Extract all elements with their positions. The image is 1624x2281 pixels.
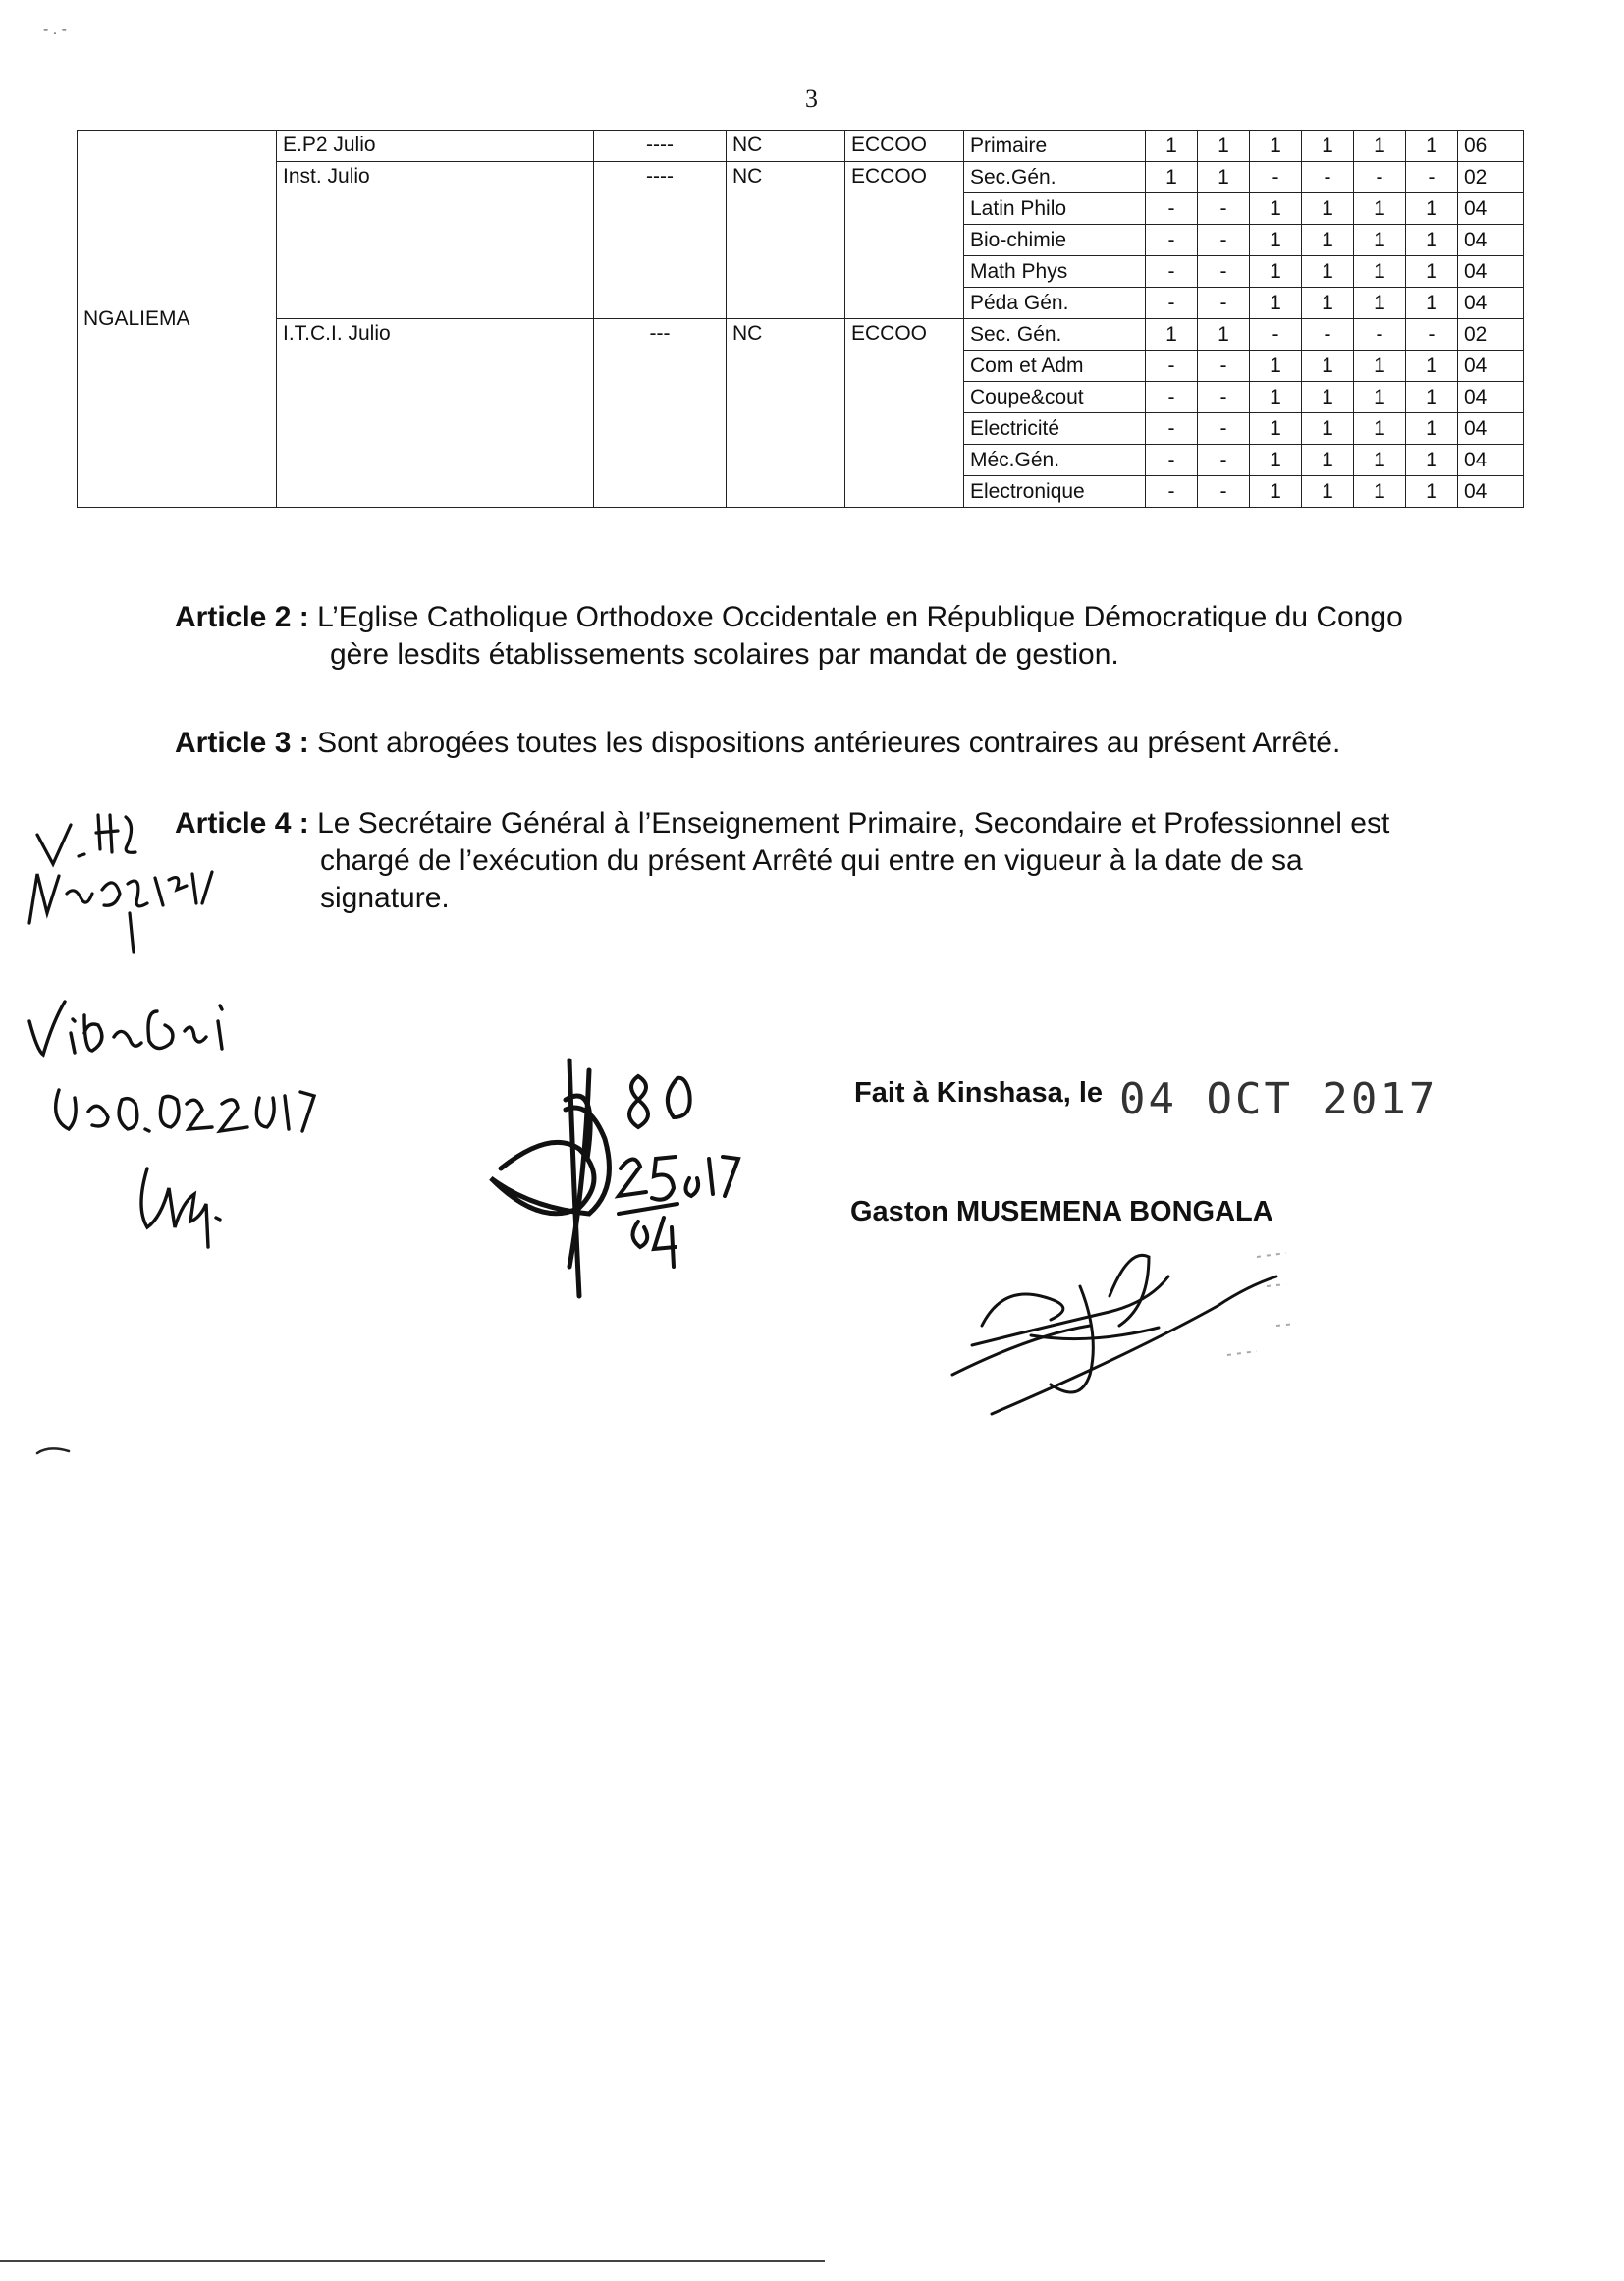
article-2-text-line2: gère lesdits établissements scolaires par mandat de gestion. <box>330 638 1119 671</box>
section-cell: Sec.Gén. <box>964 162 1146 193</box>
total-cell: 04 <box>1458 382 1524 413</box>
date-stamp: 04 OCT 2017 <box>1119 1074 1438 1124</box>
footer-rule <box>0 2260 825 2262</box>
section-cell: Math Phys <box>964 256 1146 288</box>
section-cell: Latin Philo <box>964 193 1146 225</box>
section-cell: Péda Gén. <box>964 288 1146 319</box>
total-cell: 04 <box>1458 193 1524 225</box>
class-count-cell: - <box>1198 256 1250 288</box>
class-count-cell: 1 <box>1250 131 1302 162</box>
margin-mark <box>35 1443 75 1457</box>
school-name-cell: E.P2 Julio <box>277 131 594 162</box>
section-cell: Sec. Gén. <box>964 319 1146 351</box>
commune-cell: NGALIEMA <box>78 131 277 508</box>
article-4-text-line3: signature. <box>320 882 450 914</box>
school-code-cell: ---- <box>594 131 727 162</box>
section-cell: Electronique <box>964 476 1146 508</box>
school-manager-cell: ECCOO <box>845 319 964 508</box>
class-count-cell: 1 <box>1250 256 1302 288</box>
class-count-cell: - <box>1146 413 1198 445</box>
article-2-label: Article 2 : <box>175 601 309 633</box>
class-count-cell: - <box>1198 193 1250 225</box>
class-count-cell: 1 <box>1406 413 1458 445</box>
class-count-cell: 1 <box>1406 351 1458 382</box>
class-count-cell: - <box>1146 193 1198 225</box>
school-name-cell: I.T.C.I. Julio <box>277 319 594 508</box>
article-4-text-line1: Le Secrétaire Général à l’Enseignement Primaire, Secondaire et Professionnel est <box>317 807 1390 840</box>
class-count-cell: 1 <box>1302 413 1354 445</box>
school-status-cell: NC <box>727 131 845 162</box>
class-count-cell: 1 <box>1406 225 1458 256</box>
class-count-cell: - <box>1198 351 1250 382</box>
section-cell: Coupe&cout <box>964 382 1146 413</box>
class-count-cell: 1 <box>1198 131 1250 162</box>
class-count-cell: - <box>1198 445 1250 476</box>
class-count-cell: - <box>1354 319 1406 351</box>
class-count-cell: 1 <box>1406 131 1458 162</box>
class-count-cell: 1 <box>1146 319 1198 351</box>
class-count-cell: 1 <box>1406 382 1458 413</box>
class-count-cell: 1 <box>1250 445 1302 476</box>
class-count-cell: - <box>1146 225 1198 256</box>
class-count-cell: 1 <box>1250 288 1302 319</box>
class-count-cell: 1 <box>1250 225 1302 256</box>
class-count-cell: 1 <box>1354 476 1406 508</box>
visa-handwritten-note <box>20 795 245 962</box>
class-count-cell: 1 <box>1250 193 1302 225</box>
article-4-text-line2: chargé de l’exécution du présent Arrêté qui entre en vigueur à la date de sa <box>320 844 1303 877</box>
class-count-cell: 1 <box>1406 445 1458 476</box>
class-count-cell: - <box>1302 319 1354 351</box>
total-cell: 04 <box>1458 256 1524 288</box>
section-cell: Méc.Gén. <box>964 445 1146 476</box>
class-count-cell: 1 <box>1302 131 1354 162</box>
class-count-cell: 1 <box>1354 445 1406 476</box>
class-count-cell: 1 <box>1302 193 1354 225</box>
page-number: 3 <box>805 84 818 113</box>
article-3 <box>175 725 1447 762</box>
total-cell: 04 <box>1458 445 1524 476</box>
school-manager-cell: ECCOO <box>845 162 964 319</box>
class-count-cell: 1 <box>1250 413 1302 445</box>
total-cell: 04 <box>1458 476 1524 508</box>
scan-artifact: - . - <box>43 22 67 38</box>
article-3-text: Sont abrogées toutes les dispositions antérieures contraires au présent Arrêté. <box>317 727 1341 759</box>
class-count-cell: 1 <box>1354 351 1406 382</box>
class-count-cell: 1 <box>1406 476 1458 508</box>
class-count-cell: - <box>1354 162 1406 193</box>
table-row <box>78 319 1524 351</box>
class-count-cell: 1 <box>1354 288 1406 319</box>
class-count-cell: - <box>1146 476 1198 508</box>
class-count-cell: 1 <box>1354 225 1406 256</box>
class-count-cell: 1 <box>1198 319 1250 351</box>
class-count-cell: 1 <box>1302 256 1354 288</box>
class-count-cell: - <box>1198 413 1250 445</box>
class-count-cell: - <box>1406 319 1458 351</box>
schools-table <box>77 130 1524 508</box>
class-count-cell: 1 <box>1302 225 1354 256</box>
class-count-cell: - <box>1146 445 1198 476</box>
section-cell: Bio-chimie <box>964 225 1146 256</box>
section-cell: Primaire <box>964 131 1146 162</box>
signatory-name: Gaston MUSEMENA BONGALA <box>850 1196 1273 1227</box>
total-cell: 04 <box>1458 351 1524 382</box>
school-status-cell: NC <box>727 319 845 508</box>
school-manager-cell: ECCOO <box>845 131 964 162</box>
class-count-cell: - <box>1250 319 1302 351</box>
total-cell: 04 <box>1458 413 1524 445</box>
minister-signature <box>933 1218 1345 1453</box>
section-cell: Electricité <box>964 413 1146 445</box>
class-count-cell: - <box>1146 288 1198 319</box>
article-4-label: Article 4 : <box>175 807 309 840</box>
article-3-label: Article 3 : <box>175 727 309 759</box>
class-count-cell: 1 <box>1198 162 1250 193</box>
class-count-cell: 1 <box>1302 476 1354 508</box>
class-count-cell: 1 <box>1354 382 1406 413</box>
class-count-cell: 1 <box>1302 445 1354 476</box>
total-cell: 04 <box>1458 225 1524 256</box>
class-count-cell: - <box>1198 225 1250 256</box>
class-count-cell: 1 <box>1354 193 1406 225</box>
visa-ai-handwritten-note <box>20 982 344 1267</box>
class-count-cell: 1 <box>1250 382 1302 413</box>
class-count-cell: - <box>1146 382 1198 413</box>
school-status-cell: NC <box>727 162 845 319</box>
class-count-cell: 1 <box>1354 256 1406 288</box>
class-count-cell: 1 <box>1302 351 1354 382</box>
class-count-cell: 1 <box>1302 382 1354 413</box>
class-count-cell: - <box>1146 351 1198 382</box>
total-cell: 02 <box>1458 319 1524 351</box>
class-count-cell: - <box>1198 382 1250 413</box>
total-cell: 04 <box>1458 288 1524 319</box>
class-count-cell: 1 <box>1250 476 1302 508</box>
total-cell: 06 <box>1458 131 1524 162</box>
class-count-cell: - <box>1302 162 1354 193</box>
table-row <box>78 131 1524 162</box>
school-code-cell: ---- <box>594 162 727 319</box>
class-count-cell: 1 <box>1146 162 1198 193</box>
table-row <box>78 162 1524 193</box>
class-count-cell: 1 <box>1354 131 1406 162</box>
class-count-cell: - <box>1146 256 1198 288</box>
class-count-cell: 1 <box>1406 256 1458 288</box>
article-2 <box>175 599 1447 674</box>
school-code-cell: --- <box>594 319 727 508</box>
class-count-cell: 1 <box>1146 131 1198 162</box>
paraph-signature <box>471 1041 766 1316</box>
place-date: Fait à Kinshasa, le <box>854 1077 1104 1109</box>
class-count-cell: 1 <box>1354 413 1406 445</box>
class-count-cell: 1 <box>1406 193 1458 225</box>
class-count-cell: - <box>1406 162 1458 193</box>
school-name-cell: Inst. Julio <box>277 162 594 319</box>
total-cell: 02 <box>1458 162 1524 193</box>
class-count-cell: - <box>1198 476 1250 508</box>
class-count-cell: - <box>1198 288 1250 319</box>
section-cell: Com et Adm <box>964 351 1146 382</box>
class-count-cell: - <box>1250 162 1302 193</box>
class-count-cell: 1 <box>1250 351 1302 382</box>
article-4 <box>175 805 1447 917</box>
class-count-cell: 1 <box>1302 288 1354 319</box>
class-count-cell: 1 <box>1406 288 1458 319</box>
article-2-text-line1: L’Eglise Catholique Orthodoxe Occidentale en République Démocratique du Congo <box>317 601 1403 633</box>
